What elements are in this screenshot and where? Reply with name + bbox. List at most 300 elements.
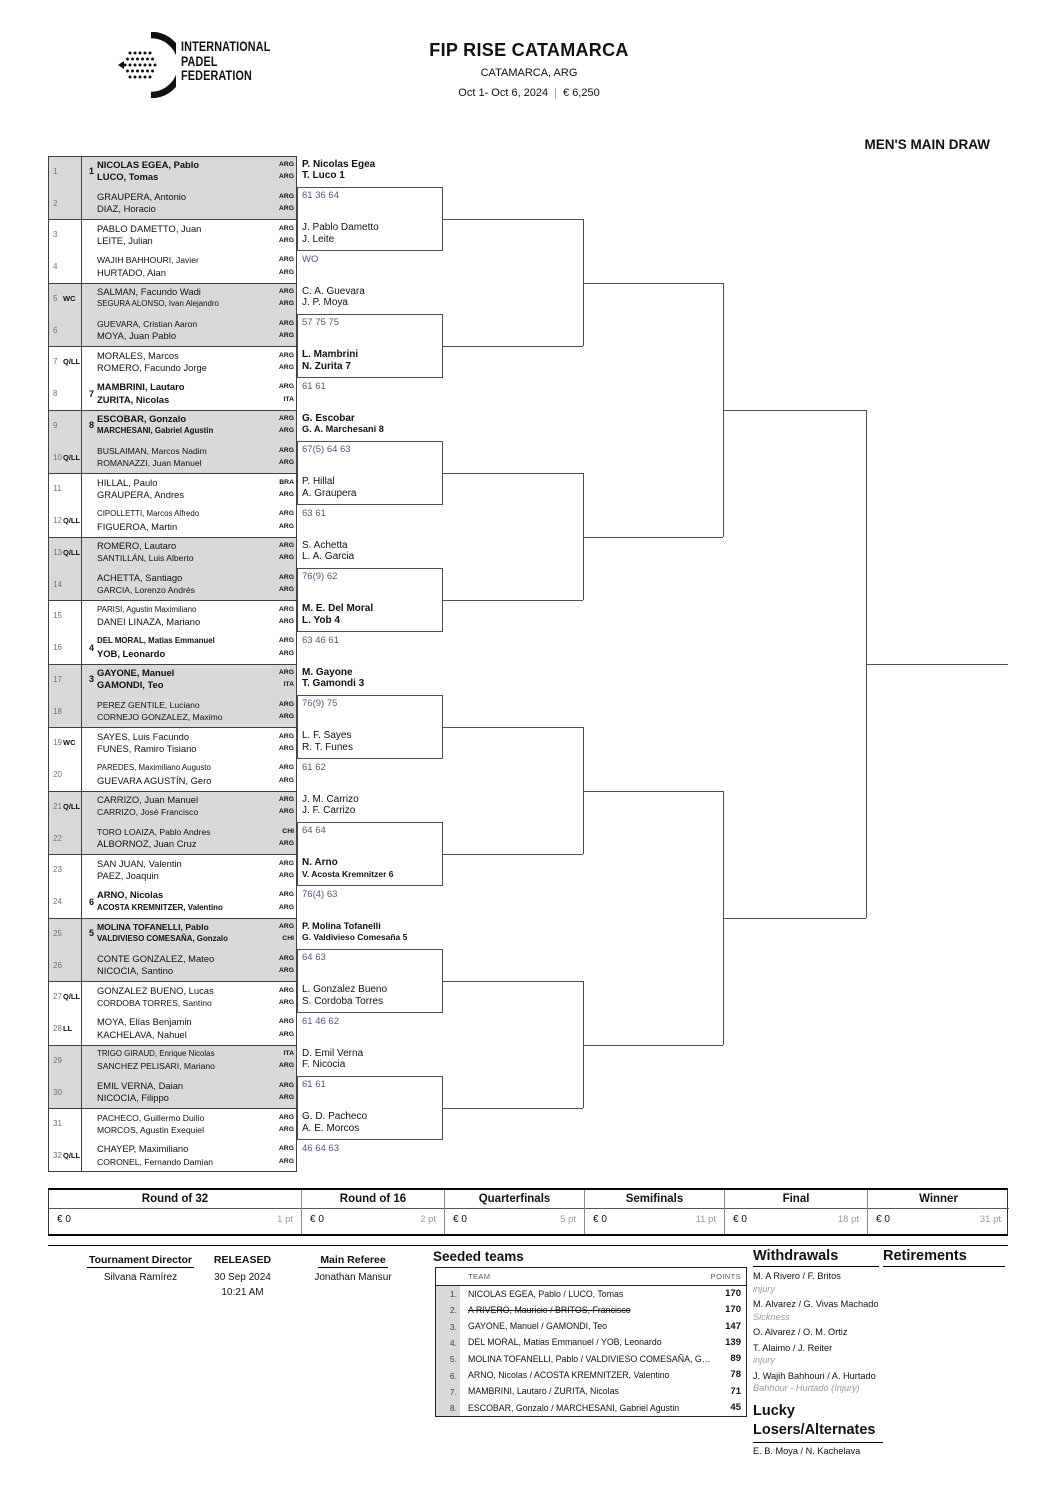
team-countries	[279, 731, 294, 756]
winner-player1: C. A. Guevara	[302, 285, 365, 297]
player1-country: ARG	[278, 542, 294, 549]
entry-tag: Q/LL	[63, 547, 81, 557]
player2-name: CARRIZO, José Francisco	[97, 807, 199, 818]
player2-name: FUNES, Ramiro Tisiano	[97, 742, 197, 754]
team-row	[48, 949, 297, 981]
player2-country: ITA	[283, 395, 294, 403]
player2-country: ARG	[278, 300, 294, 308]
draw-position-number: 14	[53, 579, 62, 589]
seeded-team-points: 170	[725, 1288, 741, 1299]
winner-player1: S. Achetta	[302, 539, 348, 551]
player2-name: GUEVARA AGUSTÍN, Gero	[97, 774, 212, 786]
seed-number	[81, 537, 94, 569]
player1-country: ARG	[278, 161, 294, 168]
bracket-line-horizontal	[443, 473, 583, 474]
round-column	[867, 1190, 1009, 1234]
player2-name: PAEZ, Joaquin	[97, 869, 159, 881]
team-countries	[279, 699, 294, 724]
player1-country: ARG	[278, 796, 294, 803]
seed-number: 3	[88, 674, 94, 685]
player1-name: CHAYEP, Maximiliano	[97, 1143, 189, 1155]
team-names	[97, 667, 269, 692]
team-countries	[279, 350, 294, 375]
entry-tag: WC	[63, 738, 76, 748]
round-prize: € 0	[453, 1214, 467, 1225]
team-row	[48, 664, 297, 696]
winner-player2-and-seed: J. Leite	[302, 233, 335, 245]
withdrawal-reason: Bahhour - Hurtado (Injury)	[753, 1383, 860, 1393]
round-points: 1 pt	[277, 1214, 293, 1225]
player2-country: ARG	[278, 617, 294, 625]
round-column	[444, 1190, 584, 1234]
player1-country: ARG	[278, 1018, 294, 1026]
player1-country: ARG	[278, 288, 294, 295]
team-row	[48, 187, 297, 219]
event-location: CATAMARCA, ARG	[480, 67, 578, 79]
quarterfinal-match-box	[297, 949, 443, 1013]
winner-player2-and-seed: S. Cordoba Torres	[302, 995, 383, 1007]
team-names	[97, 1143, 269, 1168]
match-score: 64 63	[302, 952, 326, 964]
team-countries	[279, 1143, 294, 1168]
seeded-team-row	[436, 1286, 746, 1302]
seeded-team-name: NICOLAS EGEA, Pablo / LUCO, Tomas	[468, 1288, 624, 1299]
team-names	[97, 477, 269, 502]
seeded-rows	[436, 1286, 746, 1416]
team-countries	[279, 159, 294, 184]
seed-rank: 2.	[436, 1302, 460, 1318]
player2-name: CORNEJO GONZALEZ, Maximo	[97, 712, 223, 723]
team-names	[97, 1016, 269, 1041]
points-column-header: POINTS	[710, 1272, 741, 1281]
round-label: Round of 16	[302, 1190, 444, 1209]
player2-name: DANEI LINAZA, Mariano	[97, 615, 201, 627]
winner-team-name	[302, 286, 442, 310]
player2-name: KACHELAVA, Nahuel	[97, 1028, 187, 1040]
match-score: 76(4) 63	[302, 888, 338, 900]
withdrawal-item	[753, 1343, 879, 1367]
player2-country: ARG	[278, 871, 294, 879]
seeded-team-name: ARNO, Nicolas / ACOSTA KREMNITZER, Valentino	[468, 1369, 670, 1380]
logo-line: FEDERATION	[181, 68, 252, 83]
player1-name: GONZALEZ BUENO, Lucas	[97, 984, 214, 996]
player1-name: CONTE GONZALEZ, Mateo	[97, 952, 215, 964]
winner-player1: M. Gayone	[302, 666, 353, 678]
player1-country: ARG	[278, 923, 294, 930]
team-row	[48, 410, 297, 442]
team-countries	[279, 572, 294, 597]
team-countries	[279, 921, 294, 946]
winner-player2-and-seed: N. Zurita 7	[302, 360, 351, 372]
player1-name: SAN JUAN, Valentin	[97, 857, 182, 869]
team-names	[97, 731, 269, 756]
bracket-line-horizontal	[723, 410, 866, 411]
seeded-team-row	[436, 1302, 746, 1318]
main-referee-label: Main Referee	[320, 1254, 386, 1266]
seed-number	[81, 187, 94, 219]
winner-team-name	[302, 1048, 442, 1072]
lucky-losers-title-line1: Lucky	[753, 1403, 795, 1419]
match-score: 61 61	[302, 380, 326, 392]
team-names	[97, 350, 269, 375]
draw-position-number: 10	[53, 452, 62, 462]
seed-number	[81, 1076, 94, 1108]
seeded-team-name: MOLINA TOFANELLI, Pablo / VALDIVIESO COMESAÑA, G…	[468, 1353, 711, 1364]
winner-team-name	[302, 794, 442, 818]
match-score: 76(9) 75	[302, 698, 338, 710]
team-names	[97, 508, 269, 533]
draw-position-number: 26	[53, 960, 62, 970]
player2-country: ARG	[278, 1030, 294, 1038]
player1-name: MOYA, Elías Benjamin	[97, 1016, 192, 1028]
player1-name: BUSLAIMAN, Marcos Nadim	[97, 445, 207, 456]
player1-country: ARG	[278, 637, 294, 645]
team-names	[97, 381, 269, 406]
main-referee-name: Jonathan Mansur	[314, 1272, 392, 1283]
bracket-line-horizontal	[443, 600, 583, 601]
withdrawn-team: T. Alaimo / J. Reiter	[753, 1342, 833, 1353]
draw-position-number: 11	[53, 484, 62, 494]
seed-rank: 1.	[436, 1286, 460, 1302]
draw-position-number: 22	[53, 833, 62, 843]
team-names	[97, 159, 269, 184]
player1-name: ESCOBAR, Gonzalo	[97, 413, 187, 424]
team-names	[97, 1048, 269, 1073]
player1-country: ARG	[278, 351, 294, 359]
event-prize: € 6,250	[563, 87, 600, 99]
team-row	[48, 283, 297, 315]
seed-number: 1	[88, 166, 94, 177]
player1-country: ARG	[278, 732, 294, 740]
team-countries	[279, 1048, 294, 1073]
team-row	[48, 219, 297, 251]
player1-country: ARG	[278, 669, 294, 676]
withdrawn-team: J. Wajih Bahhouri / A. Hurtado	[753, 1370, 876, 1381]
match-score: 76(9) 62	[302, 571, 338, 583]
match-score: 61 61	[302, 1079, 326, 1091]
player1-name: GRAUPERA, Antonio	[97, 190, 187, 202]
team-countries	[279, 635, 294, 660]
winner-player2-and-seed: R. T. Funes	[302, 741, 353, 753]
player2-country: ARG	[278, 998, 294, 1006]
player2-name: DIAZ, Horacio	[97, 203, 156, 215]
player2-country: ARG	[278, 522, 294, 530]
entry-tag: LL	[63, 1024, 73, 1034]
team-names	[97, 826, 269, 851]
player2-country: ARG	[278, 490, 294, 498]
player1-name: TRIGO GIRAUD, Enrique Nicolas	[97, 1049, 215, 1058]
seeded-table-header	[436, 1268, 746, 1286]
entry-tag: Q/LL	[63, 357, 81, 367]
winner-player2-and-seed: J. P. Moya	[302, 297, 348, 309]
player1-name: PARISI, Agustin Maximiliano	[97, 604, 197, 614]
withdrawn-team: M. Alvarez / G. Vivas Machado	[753, 1299, 879, 1309]
player1-name: TORO LOAIZA, Pablo Andres	[97, 826, 211, 837]
team-countries	[279, 413, 294, 438]
team-row	[48, 886, 297, 918]
retirements-section	[883, 1248, 1005, 1267]
player1-country: ARG	[278, 764, 294, 772]
winner-player2-and-seed: L. A. Garcia	[302, 551, 355, 563]
draw-position-number: 9	[53, 420, 58, 430]
seed-number	[81, 219, 94, 251]
player2-country: ARG	[278, 776, 294, 784]
round-label: Final	[725, 1190, 867, 1209]
player2-country: ARG	[278, 459, 294, 467]
team-column-header: TEAM	[468, 1272, 491, 1281]
player1-name: GAYONE, Manuel	[97, 667, 175, 678]
seed-number	[81, 854, 94, 886]
winner-player1: G. D. Pacheco	[302, 1111, 368, 1122]
team-row	[48, 1140, 297, 1172]
seed-number	[81, 473, 94, 505]
team-row	[48, 695, 297, 727]
player1-country: BRA	[279, 478, 294, 486]
withdrawals-list	[753, 1271, 879, 1395]
player2-country: ARG	[278, 173, 294, 181]
withdrawn-team: O. Alvarez / O. M. Ortiz	[753, 1327, 848, 1337]
team-countries	[279, 318, 294, 343]
bracket-line-horizontal	[866, 664, 1008, 665]
player2-name: CORDOBA TORRES, Santino	[97, 997, 212, 1008]
player2-country: ARG	[278, 332, 294, 340]
winner-player2-and-seed: A. Graupera	[302, 487, 357, 499]
player2-country: ARG	[278, 1125, 294, 1133]
player1-country: ARG	[278, 415, 294, 422]
lucky-losers-list	[753, 1446, 883, 1458]
draw-position-number: 32	[53, 1151, 62, 1161]
player1-name: DEL MORAL, Matias Emmanuel	[97, 636, 215, 646]
player1-country: ARG	[278, 859, 294, 867]
player1-name: CARRIZO, Juan Manuel	[97, 794, 199, 805]
seeded-team-points: 89	[730, 1353, 741, 1365]
seeded-team-points: 45	[730, 1402, 741, 1414]
winner-player2-and-seed: A. E. Morcos	[302, 1122, 360, 1134]
seed-number	[81, 1045, 94, 1077]
seeded-team-points: 71	[730, 1385, 741, 1397]
team-names	[97, 699, 269, 724]
seed-number	[81, 949, 94, 981]
round-prize: € 0	[310, 1214, 324, 1225]
player1-name: SAYES, Luis Facundo	[97, 730, 190, 742]
player2-country: ARG	[278, 1094, 294, 1102]
team-countries	[279, 604, 294, 629]
draw-position-number: 16	[53, 643, 62, 653]
bracket-line-horizontal	[723, 918, 866, 919]
team-names	[97, 223, 269, 248]
match-score: 64 64	[302, 825, 326, 837]
seed-number	[81, 505, 94, 537]
team-countries	[279, 985, 294, 1010]
round-points: 5 pt	[560, 1214, 576, 1225]
entry-tag: Q/LL	[63, 452, 81, 462]
team-countries	[279, 477, 294, 502]
quarterfinal-match-box	[297, 441, 443, 505]
seeded-team-name: MAMBRINI, Lautaro / ZURITA, Nicolas	[468, 1386, 619, 1397]
player2-name: SANTILLÁN, Luis Alberto	[97, 553, 194, 564]
seeded-team-points: 170	[725, 1304, 741, 1316]
draw-position-number: 25	[53, 928, 62, 938]
team-names	[97, 889, 269, 914]
match-score: 67(5) 64 63	[302, 444, 351, 456]
winner-player2-and-seed: T. Luco 1	[302, 170, 345, 182]
round-prize: € 0	[876, 1214, 890, 1225]
player2-country: ARG	[278, 205, 294, 213]
seed-rank: 3.	[436, 1319, 460, 1335]
winner-player1: N. Arno	[302, 857, 338, 868]
bracket-line-horizontal	[443, 854, 583, 855]
draw-position-number: 7	[53, 357, 58, 367]
team-names	[97, 445, 269, 470]
bracket-line-horizontal	[583, 283, 723, 284]
bracket-line-horizontal	[583, 537, 723, 538]
team-countries	[279, 1112, 294, 1137]
team-countries	[279, 286, 294, 311]
winner-player2-and-seed: J. F. Carrizo	[302, 805, 356, 817]
quarterfinal-match-box	[297, 1076, 443, 1140]
team-row	[48, 251, 297, 283]
player1-country: ARG	[278, 1081, 294, 1089]
winner-player1: J. M. Carrizo	[302, 793, 359, 805]
seed-number: 7	[88, 388, 94, 399]
winner-player1: J. Pablo Dametto	[302, 222, 379, 233]
withdrawal-reason: injury	[753, 1283, 775, 1294]
team-names	[97, 318, 269, 343]
team-row	[48, 346, 297, 378]
player1-country: ARG	[278, 383, 294, 391]
team-row	[48, 791, 297, 823]
player1-name: MOLINA TOFANELLI, Pablo	[97, 922, 209, 932]
seed-number: 4	[88, 642, 94, 653]
player1-country: ARG	[278, 1145, 294, 1153]
team-row	[48, 632, 297, 664]
match-score: 57 75 75	[302, 317, 339, 329]
team-names	[97, 953, 269, 978]
player2-country: ARG	[278, 808, 294, 816]
entry-tag: Q/LL	[63, 801, 81, 811]
winner-player1: P. Molina Tofanelli	[302, 920, 381, 931]
withdrawal-item	[753, 1371, 879, 1395]
round-points: 2 pt	[420, 1214, 436, 1225]
player2-country: ARG	[278, 236, 294, 244]
match-score: 61 46 62	[302, 1015, 339, 1027]
winner-player1: L. Gonzalez Bueno	[302, 984, 388, 995]
match-score: WO	[302, 253, 319, 265]
team-countries	[279, 1080, 294, 1105]
match-score: 63 61	[302, 507, 326, 519]
player2-name: LUCO, Tomas	[97, 171, 159, 183]
bracket-line-horizontal	[443, 346, 583, 347]
lucky-losers-title-line2: Losers/Alternates	[753, 1421, 883, 1443]
released-date: 30 Sep 2024	[214, 1272, 271, 1283]
player2-name: MOYA, Juan Pablo	[97, 330, 177, 342]
draw-position-number: 24	[53, 897, 62, 907]
player1-country: ARG	[278, 319, 294, 327]
player1-name: EMIL VERNA, Daian	[97, 1079, 184, 1091]
event-dates-prize	[279, 87, 779, 99]
team-names	[97, 572, 269, 597]
team-names	[97, 254, 269, 279]
team-row	[48, 314, 297, 346]
divider-rule	[48, 1245, 1008, 1246]
team-row	[48, 759, 297, 791]
seed-rank: 8.	[436, 1400, 460, 1416]
quarterfinal-match-box	[297, 568, 443, 632]
team-names	[97, 191, 269, 216]
seed-rank: 6.	[436, 1367, 460, 1383]
entry-tag: Q/LL	[63, 516, 81, 526]
quarterfinal-match-box	[297, 695, 443, 759]
separator: |	[554, 87, 558, 99]
draw-position-number: 23	[53, 865, 62, 875]
team-row	[48, 473, 297, 505]
player2-name: FIGUEROA, Martin	[97, 520, 178, 532]
team-row	[48, 568, 297, 600]
withdrawal-reason: Sickness	[753, 1311, 790, 1322]
round-prize: € 0	[733, 1214, 747, 1225]
round-points: 18 pt	[837, 1214, 859, 1225]
bracket-line-horizontal	[443, 219, 583, 220]
withdrawals-section	[753, 1248, 879, 1395]
winner-player2-and-seed: G. Valdivieso Comesaña 5	[302, 932, 408, 943]
team-names	[97, 762, 269, 787]
seed-number: 5	[88, 928, 94, 939]
seed-number	[81, 695, 94, 727]
player2-country: ARG	[278, 363, 294, 371]
withdrawals-title: Withdrawals	[753, 1248, 879, 1267]
player1-name: ARNO, Nicolas	[97, 889, 164, 901]
seed-rank: 4.	[436, 1335, 460, 1351]
logo-line: INTERNATIONAL	[181, 39, 271, 54]
tournament-director-name: Silvana Ramírez	[103, 1272, 178, 1283]
round-column	[301, 1190, 444, 1234]
seed-number	[81, 251, 94, 283]
round-label: Semifinals	[585, 1190, 724, 1209]
player1-country: ARG	[278, 510, 294, 518]
draw-position-number: 19	[53, 738, 62, 748]
seed-number	[81, 1013, 94, 1045]
event-dates: Oct 1- Oct 6, 2024	[458, 87, 549, 99]
team-row	[48, 505, 297, 537]
player2-name: CORONEL, Fernando Damian	[97, 1156, 214, 1167]
winner-player1: M. E. Del Moral	[302, 603, 374, 614]
rounds-points-table	[48, 1188, 1008, 1236]
draw-position-number: 30	[53, 1087, 62, 1097]
player1-country: ARG	[278, 1113, 294, 1121]
player2-name: HURTADO, Alan	[97, 266, 166, 278]
team-row	[48, 1013, 297, 1045]
entry-tag: Q/LL	[63, 1151, 81, 1161]
player2-name: ALBORNOZ, Juan Cruz	[97, 838, 197, 850]
round-label: Winner	[868, 1190, 1009, 1209]
winner-player1: D. Emil Verna	[302, 1047, 364, 1059]
bracket-line-horizontal	[443, 1108, 583, 1109]
team-countries	[279, 762, 294, 787]
match-score: 61 36 64	[302, 190, 339, 202]
player1-country: ARG	[278, 700, 294, 708]
player2-name: ROMANAZZI, Juan Manuel	[97, 458, 202, 469]
seeded-team-name: ESCOBAR, Gonzalo / MARCHESANI, Gabriel Agustin	[468, 1402, 680, 1413]
team-names	[97, 794, 269, 819]
team-names	[97, 286, 269, 311]
player2-name: ZURITA, Nicolas	[97, 393, 170, 405]
draw-position-number: 15	[53, 611, 62, 621]
draw-position-number: 20	[53, 770, 62, 780]
winner-player2-and-seed: L. Yob 4	[302, 614, 340, 626]
player2-country: ARG	[278, 268, 294, 276]
seed-number	[81, 791, 94, 823]
player1-country: ARG	[278, 256, 294, 264]
